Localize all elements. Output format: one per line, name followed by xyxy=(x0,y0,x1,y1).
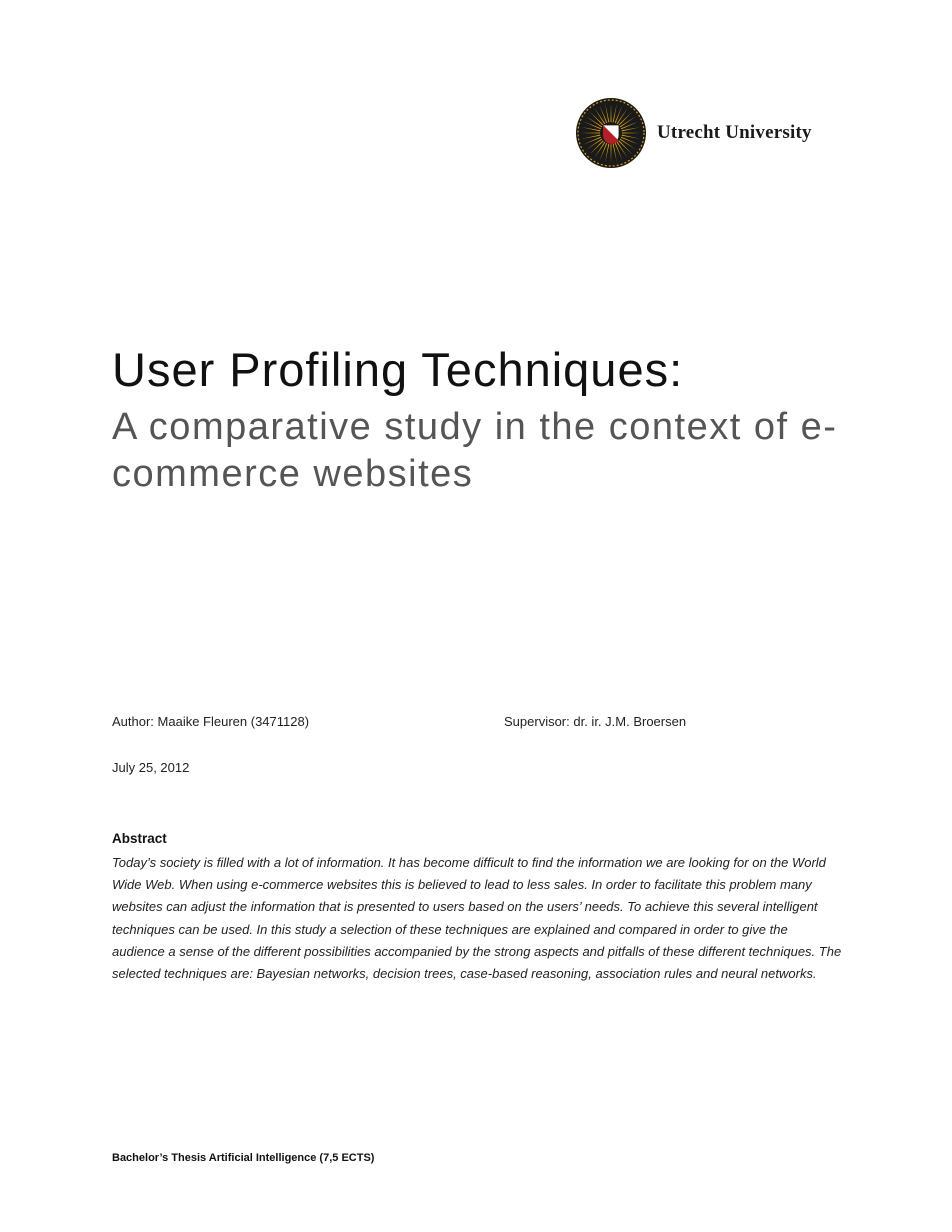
footer-thesis-label: Bachelor’s Thesis Artificial Intelligence (7,5 ECTS) xyxy=(112,1152,375,1164)
university-name: Utrecht University xyxy=(657,122,812,143)
document-title: User Profiling Techniques: xyxy=(112,343,684,396)
document-date: July 25, 2012 xyxy=(112,760,190,775)
author-line: Author: Maaike Fleuren (3471128) xyxy=(112,714,310,729)
abstract-text: Today’s society is filled with a lot of information. It has become difficult to find the information we are looking for on the World Wide Web. When using e-commerce websites this is believed to lead to less sales. In order to facilitate this problem many websites can adjust the information that is presented to users based on the users’ needs. To achieve this several intelligent techniques can be used. In this study a selection of these techniques are explained and compared in order to give the audience a sense of the different possibilities accompanied by the strong aspects and pitfalls of these different techniques. The selected techniques are: Bayesian networks, decision trees, case-based reasoning, association rules and neural networks. xyxy=(112,855,842,982)
abstract-heading: Abstract xyxy=(112,831,167,846)
university-logo xyxy=(575,97,845,169)
supervisor-line: Supervisor: dr. ir. J.M. Broersen xyxy=(504,714,687,729)
university-seal-icon xyxy=(575,97,647,169)
document-subtitle: A comparative study in the context of e-commerce websites xyxy=(112,406,838,495)
